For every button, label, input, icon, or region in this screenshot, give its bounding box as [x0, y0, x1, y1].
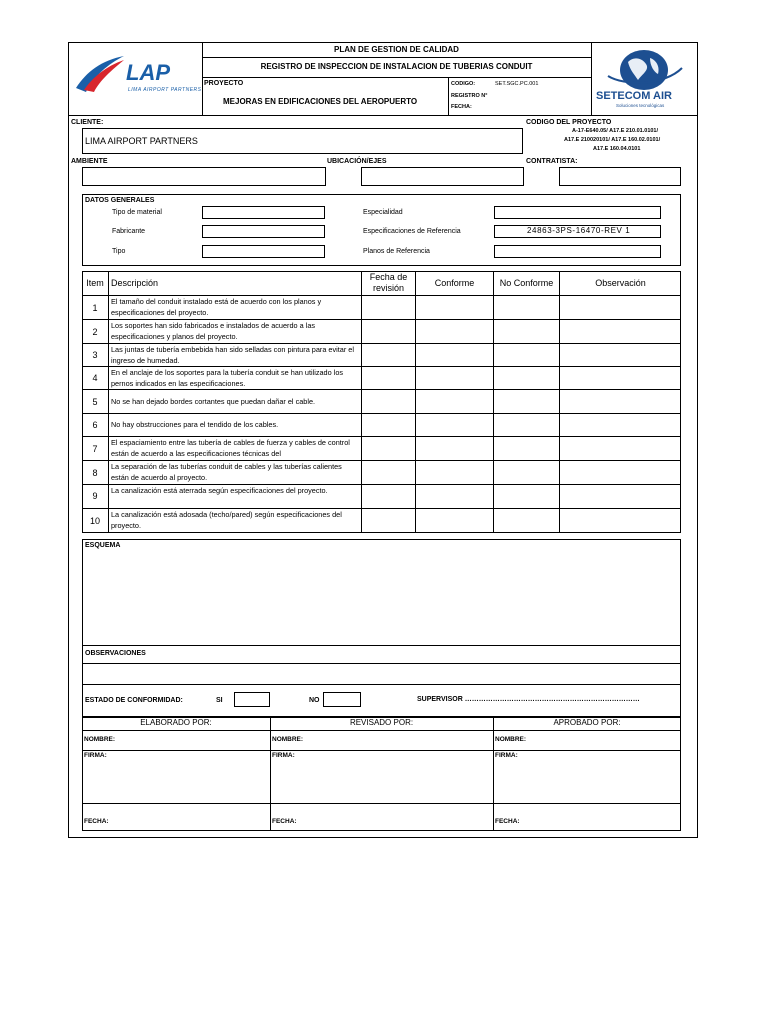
tipo-material-field[interactable] — [202, 206, 325, 219]
row-description: No se han dejado bordes cortantes que puedan dañar el cable. — [111, 397, 316, 406]
setecom-logo-text: SETECOM AIR — [596, 90, 672, 102]
globe-icon — [594, 46, 694, 92]
especialidad-field[interactable] — [494, 206, 661, 219]
contratista-field[interactable] — [559, 167, 681, 186]
row-description: El tamaño del conduit instalado está de acuerdo con los planos y especificaciones del proyecto. — [111, 297, 322, 317]
ambiente-field[interactable] — [82, 167, 326, 186]
no-checkbox[interactable] — [323, 692, 361, 707]
elaborado-nombre-label: NOMBRE: — [84, 736, 116, 743]
aprobado-firma-label: FIRMA: — [495, 752, 518, 759]
row-description: La canalización está aterrada según especificaciones del proyecto. — [111, 486, 328, 495]
aprobado-header: APROBADO POR: — [553, 718, 621, 727]
tipo-field[interactable] — [202, 245, 325, 258]
col-header-item: Item — [86, 278, 104, 288]
row-description: No hay obstrucciones para el tendido de los cables. — [111, 420, 279, 429]
cliente-value: LIMA AIRPORT PARTNERS — [85, 136, 198, 146]
doc-subtitle: REGISTRO DE INSPECCION DE INSTALACION DE TUBERIAS CONDUIT — [260, 62, 533, 71]
fabricante-field[interactable] — [202, 225, 325, 238]
proyecto-value: MEJORAS EN EDIFICACIONES DEL AEROPUERTO — [223, 97, 418, 106]
row-item-number: 3 — [92, 350, 98, 360]
row-item-number: 7 — [92, 444, 98, 454]
contratista-label: CONTRATISTA: — [526, 158, 578, 165]
revisado-firma-label: FIRMA: — [272, 752, 295, 759]
row-item-number: 2 — [92, 327, 98, 337]
revisado-fecha-label: FECHA: — [272, 818, 297, 825]
planos-label: Planos de Referencia — [363, 248, 430, 255]
codigo-proyecto-line-1: A-17-E640.05/ A17.E 210.01.0101/ — [572, 128, 659, 134]
codigo-proyecto-label: CODIGO DEL PROYECTO — [526, 119, 612, 126]
planos-field[interactable] — [494, 245, 661, 258]
col-header-no-conforme: No Conforme — [499, 278, 554, 288]
row-description: Las juntas de tubería embebida han sido selladas con pintura para evitar el ingreso de humedad. — [111, 345, 354, 365]
tipo-label: Tipo — [112, 248, 126, 255]
ambiente-label: AMBIENTE — [71, 158, 108, 165]
lap-logo-text: LAP — [126, 60, 170, 85]
observaciones-label: OBSERVACIONES — [85, 650, 146, 657]
row-description: La canalización está adosada (techo/pared) según especificaciones del proyecto. — [111, 510, 342, 530]
row-item-number: 4 — [92, 373, 98, 383]
signature-table — [82, 717, 681, 831]
row-item-number: 5 — [92, 397, 98, 407]
doc-title: PLAN DE GESTION DE CALIDAD — [334, 45, 459, 54]
codigo-proyecto-line-3: A17.E 160.04.0101 — [593, 146, 641, 152]
codigo-proyecto-line-2: A17.E 210020101/ A17.E 160.02.0101/ — [564, 137, 661, 143]
col-header-fecha: Fecha de revisión — [369, 272, 408, 293]
fecha-label: FECHA: — [451, 104, 472, 110]
supervisor-label: SUPERVISOR ………………………………………………………………… — [417, 696, 640, 703]
especificaciones-label: Especificaciones de Referencia — [363, 228, 461, 235]
cliente-label: CLIENTE: — [71, 119, 104, 126]
aprobado-fecha-label: FECHA: — [495, 818, 520, 825]
lap-logo — [72, 52, 200, 102]
elaborado-firma-label: FIRMA: — [84, 752, 107, 759]
no-label: NO — [309, 697, 320, 704]
si-checkbox[interactable] — [234, 692, 270, 707]
row-description: En el anclaje de los soportes para la tubería conduit se han utilizado los pernos indicados en las especificaciones. — [111, 368, 344, 388]
row-description: La separación de las tuberías conduit de cables y las tuberías calientes están de acuerdo al proyecto. — [111, 462, 342, 482]
datos-generales-title: DATOS GENERALES — [85, 197, 155, 204]
si-label: SI — [216, 697, 223, 704]
estado-conformidad-label: ESTADO DE CONFORMIDAD: — [85, 697, 183, 704]
col-header-conforme: Conforme — [434, 278, 475, 288]
row-item-number: 6 — [92, 420, 98, 430]
row-item-number: 10 — [89, 516, 100, 526]
proyecto-label: PROYECTO — [204, 80, 244, 87]
elaborado-header: ELABORADO POR: — [140, 718, 212, 727]
ubicacion-field[interactable] — [361, 167, 524, 186]
row-item-number: 9 — [92, 491, 98, 501]
revisado-nombre-label: NOMBRE: — [272, 736, 304, 743]
tipo-material-label: Tipo de material — [112, 209, 162, 216]
setecom-logo — [594, 46, 694, 112]
esquema-label: ESQUEMA — [85, 542, 121, 549]
especificaciones-value: 24863-3PS-16470-REV 1 — [527, 226, 631, 235]
setecom-logo-subtext: Soluciones tecnológicas — [616, 103, 665, 108]
lap-logo-subtext: LIMA AIRPORT PARTNERS — [128, 87, 202, 93]
revisado-header: REVISADO POR: — [349, 718, 414, 727]
elaborado-fecha-label: FECHA: — [84, 818, 109, 825]
registro-label: REGISTRO N° — [451, 93, 488, 99]
col-header-observacion: Observación — [595, 278, 646, 288]
aprobado-nombre-label: NOMBRE: — [495, 736, 527, 743]
row-item-number: 8 — [92, 468, 98, 478]
especialidad-label: Especialidad — [363, 209, 403, 216]
row-description: El espaciamiento entre las tubería de cables de fuerza y cables de control están de acuerdo a las especificaciones técnicas del — [111, 438, 350, 458]
ubicacion-label: UBICACIÓN/EJES — [327, 158, 387, 165]
codigo-label: CODIGO: — [451, 81, 476, 87]
esquema-box[interactable] — [82, 539, 681, 717]
row-item-number: 1 — [92, 303, 98, 313]
row-description: Los soportes han sido fabricados e instalados de acuerdo a las especificaciones y planos del proyecto. — [111, 321, 316, 341]
codigo-value: SET.SGC.PC.001 — [495, 81, 539, 87]
fabricante-label: Fabricante — [112, 228, 146, 235]
col-header-descripcion: Descripción — [111, 278, 159, 288]
